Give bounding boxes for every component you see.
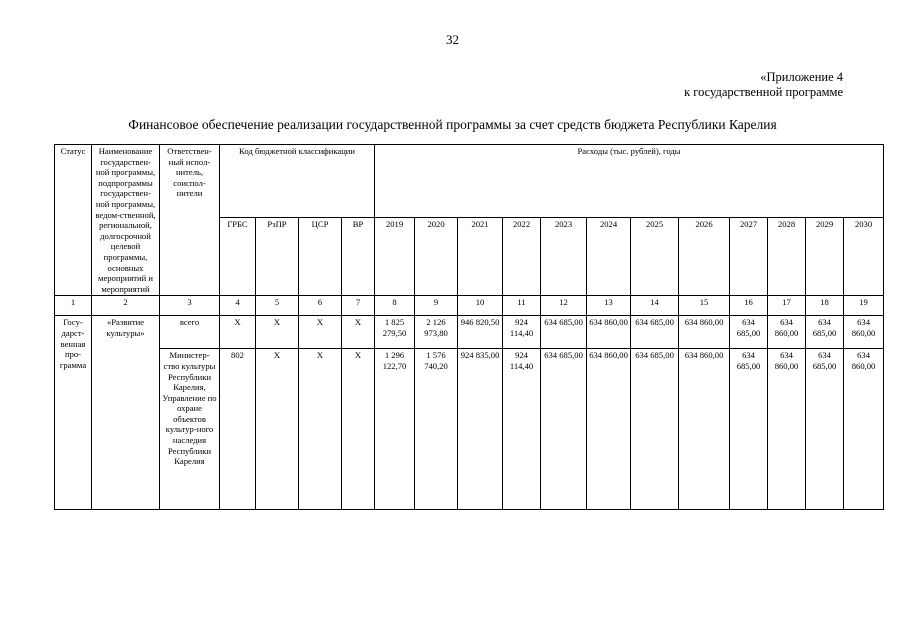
- header-expenses: Расходы (тыс. рублей), годы: [375, 145, 884, 218]
- row-value-2019: 1 296 122,70: [375, 349, 415, 510]
- column-number: 5: [256, 296, 299, 316]
- financing-table: [54, 144, 884, 510]
- row-value-2019: 1 825 279,50: [375, 316, 415, 349]
- column-number: 11: [503, 296, 541, 316]
- row-value-2022: 924 114,40: [503, 316, 541, 349]
- appendix-line-2: к государственной программе: [684, 85, 843, 99]
- row-value-2021: 924 835,00: [458, 349, 503, 510]
- row-responsible: Министер-ство культуры Республики Карелия, Управление по охране объектов культур-ного наследия Республики Карелия: [160, 349, 220, 510]
- row-code: 802: [220, 349, 256, 510]
- header-status: Статус: [55, 145, 92, 296]
- column-number: 14: [631, 296, 679, 316]
- column-number: 7: [342, 296, 375, 316]
- row-value-2026: 634 860,00: [679, 316, 730, 349]
- row-code: Х: [342, 349, 375, 510]
- column-number-row: [55, 296, 884, 316]
- header-budget-code: Код бюджетной классификации: [220, 145, 375, 218]
- appendix-note: [684, 70, 843, 100]
- column-number: 1: [55, 296, 92, 316]
- row-value-2029: 634 685,00: [806, 349, 844, 510]
- column-number: 8: [375, 296, 415, 316]
- row-value-2028: 634 860,00: [768, 349, 806, 510]
- row-code: Х: [220, 316, 256, 349]
- header-row-top: [55, 145, 884, 218]
- row-program-name: «Развитие культуры»: [92, 316, 160, 510]
- header-year-2027: 2027: [730, 217, 768, 296]
- row-value-2027: 634 685,00: [730, 349, 768, 510]
- header-code-рзпр: РзПР: [256, 217, 299, 296]
- row-value-2020: 2 126 973,80: [415, 316, 458, 349]
- row-value-2023: 634 685,00: [541, 349, 587, 510]
- column-number: 19: [844, 296, 884, 316]
- column-number: 10: [458, 296, 503, 316]
- header-year-2019: 2019: [375, 217, 415, 296]
- row-value-2020: 1 576 740,20: [415, 349, 458, 510]
- row-value-2022: 924 114,40: [503, 349, 541, 510]
- column-number: 18: [806, 296, 844, 316]
- column-number: 2: [92, 296, 160, 316]
- header-year-2026: 2026: [679, 217, 730, 296]
- row-value-2021: 946 820,50: [458, 316, 503, 349]
- header-code-грбс: ГРБС: [220, 217, 256, 296]
- row-code: Х: [299, 316, 342, 349]
- row-value-2028: 634 860,00: [768, 316, 806, 349]
- row-value-2030: 634 860,00: [844, 349, 884, 510]
- header-year-2023: 2023: [541, 217, 587, 296]
- row-code: Х: [299, 349, 342, 510]
- row-status: Госу-дарст-венная про-грамма: [55, 316, 92, 510]
- header-year-2029: 2029: [806, 217, 844, 296]
- header-year-2022: 2022: [503, 217, 541, 296]
- row-value-2024: 634 860,00: [587, 316, 631, 349]
- document-title: Финансовое обеспечение реализации государственной программы за счет средств бюджета Республики Карелия: [128, 117, 777, 132]
- table-row: [55, 316, 884, 349]
- column-number: 12: [541, 296, 587, 316]
- row-code: Х: [342, 316, 375, 349]
- column-number: 13: [587, 296, 631, 316]
- row-value-2024: 634 860,00: [587, 349, 631, 510]
- column-number: 6: [299, 296, 342, 316]
- page-number: 32: [446, 32, 459, 47]
- header-year-2021: 2021: [458, 217, 503, 296]
- column-number: 17: [768, 296, 806, 316]
- header-responsible: Ответствен-ный испол-нитель, соиспол-нители: [160, 145, 220, 296]
- row-value-2029: 634 685,00: [806, 316, 844, 349]
- column-number: 16: [730, 296, 768, 316]
- row-value-2025: 634 685,00: [631, 349, 679, 510]
- row-value-2027: 634 685,00: [730, 316, 768, 349]
- header-name: Наименование государствен-ной программы, подпрограммы государствен-ной программы, ведом-ственной, региональной, долгосрочной целевой программы, основных мероприятий и мероприятий: [92, 145, 160, 296]
- row-code: Х: [256, 316, 299, 349]
- column-number: 9: [415, 296, 458, 316]
- header-year-2028: 2028: [768, 217, 806, 296]
- appendix-line-1: «Приложение 4: [760, 70, 843, 84]
- header-year-2020: 2020: [415, 217, 458, 296]
- column-number: 15: [679, 296, 730, 316]
- header-year-2025: 2025: [631, 217, 679, 296]
- row-value-2026: 634 860,00: [679, 349, 730, 510]
- table-row: [55, 349, 884, 510]
- row-value-2023: 634 685,00: [541, 316, 587, 349]
- header-code-цср: ЦСР: [299, 217, 342, 296]
- row-code: Х: [256, 349, 299, 510]
- header-code-вр: ВР: [342, 217, 375, 296]
- row-value-2030: 634 860,00: [844, 316, 884, 349]
- header-year-2030: 2030: [844, 217, 884, 296]
- row-value-2025: 634 685,00: [631, 316, 679, 349]
- header-year-2024: 2024: [587, 217, 631, 296]
- column-number: 4: [220, 296, 256, 316]
- column-number: 3: [160, 296, 220, 316]
- row-responsible: всего: [160, 316, 220, 349]
